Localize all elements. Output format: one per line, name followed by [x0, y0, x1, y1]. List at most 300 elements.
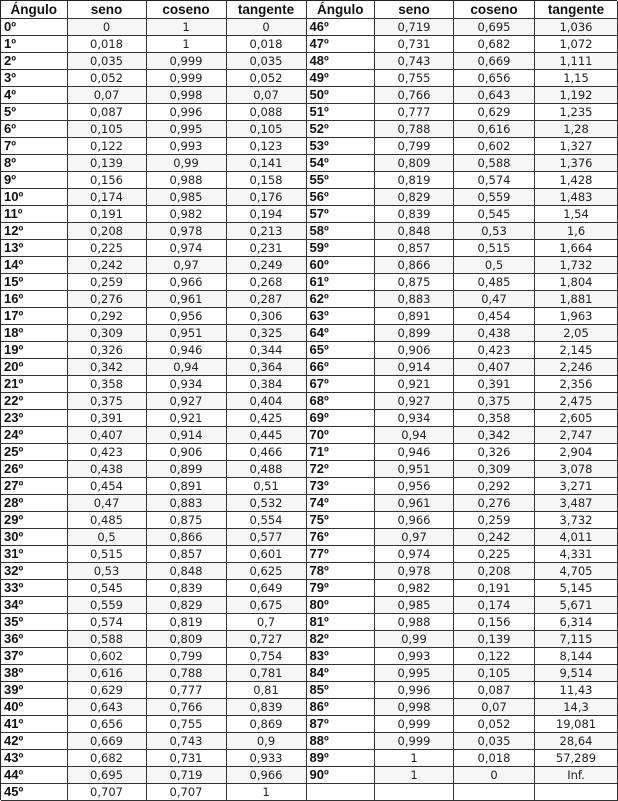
angle-cell: 33º — [1, 580, 67, 597]
sine-cell: 0,629 — [67, 682, 146, 699]
tangent-cell: 7,115 — [535, 631, 618, 648]
table-row — [1, 546, 306, 563]
cosine-cell: 0,515 — [454, 240, 535, 257]
table-row — [307, 529, 618, 546]
angle-cell: 49º — [307, 70, 375, 87]
tangent-cell: 1,804 — [535, 274, 618, 291]
sine-cell: 0,669 — [67, 733, 146, 750]
tangent-cell: 1,963 — [535, 308, 618, 325]
angle-cell: 58º — [307, 223, 375, 240]
tangent-cell: 1,192 — [535, 87, 618, 104]
table-row — [1, 376, 306, 393]
table-row — [1, 614, 306, 631]
tangent-cell: 1,376 — [535, 155, 618, 172]
sine-cell: 0,956 — [375, 478, 454, 495]
cosine-cell: 0,574 — [454, 172, 535, 189]
header-tangent: tangente — [226, 1, 306, 19]
angle-cell: 72º — [307, 461, 375, 478]
table-row — [1, 716, 306, 733]
tangent-cell: 0,966 — [226, 767, 306, 784]
cosine-cell: 0,191 — [454, 580, 535, 597]
sine-cell: 0,052 — [67, 70, 146, 87]
sine-cell: 0,602 — [67, 648, 146, 665]
tangent-cell: 1,881 — [535, 291, 618, 308]
cosine-cell: 0,934 — [146, 376, 226, 393]
tangent-cell: 9,514 — [535, 665, 618, 682]
tangent-cell: 0,601 — [226, 546, 306, 563]
table-row — [1, 257, 306, 274]
sine-cell: 0,485 — [67, 512, 146, 529]
angle-cell: 87º — [307, 716, 375, 733]
sine-cell: 0,982 — [375, 580, 454, 597]
sine-cell: 0,438 — [67, 461, 146, 478]
sine-cell: 0,087 — [67, 104, 146, 121]
sine-cell: 0,545 — [67, 580, 146, 597]
angle-cell: 16º — [1, 291, 67, 308]
trig-table-right — [307, 1, 618, 801]
angle-cell: 39º — [1, 682, 67, 699]
sine-cell: 0,809 — [375, 155, 454, 172]
angle-cell: 18º — [1, 325, 67, 342]
angle-cell: 81º — [307, 614, 375, 631]
tangent-cell: 0,625 — [226, 563, 306, 580]
angle-cell: 75º — [307, 512, 375, 529]
table-row — [1, 784, 306, 801]
cosine-cell: 0,407 — [454, 359, 535, 376]
angle-cell: 17º — [1, 308, 67, 325]
sine-cell: 0,375 — [67, 393, 146, 410]
angle-cell: 19º — [1, 342, 67, 359]
sine-cell: 0,914 — [375, 359, 454, 376]
cosine-cell: 0,946 — [146, 342, 226, 359]
sine-cell: 0,921 — [375, 376, 454, 393]
tangent-cell: 4,705 — [535, 563, 618, 580]
cosine-cell: 0,616 — [454, 121, 535, 138]
sine-cell: 0,927 — [375, 393, 454, 410]
angle-cell: 2º — [1, 53, 67, 70]
cosine-cell: 0,174 — [454, 597, 535, 614]
cosine-cell: 0,052 — [454, 716, 535, 733]
cosine-cell: 0,985 — [146, 189, 226, 206]
angle-cell: 14º — [1, 257, 67, 274]
table-row — [307, 784, 618, 801]
cosine-cell: 0,998 — [146, 87, 226, 104]
table-row — [307, 223, 618, 240]
cosine-cell: 0,375 — [454, 393, 535, 410]
cosine-cell: 0,259 — [454, 512, 535, 529]
cosine-cell: 0,993 — [146, 138, 226, 155]
table-row — [307, 597, 618, 614]
table-row — [307, 257, 618, 274]
sine-cell: 0,407 — [67, 427, 146, 444]
tangent-cell: 1,235 — [535, 104, 618, 121]
angle-cell: 8º — [1, 155, 67, 172]
sine-cell: 0,682 — [67, 750, 146, 767]
tangent-cell: 0,81 — [226, 682, 306, 699]
right-table-body — [307, 19, 618, 801]
table-row — [307, 342, 618, 359]
cosine-cell: 0,921 — [146, 410, 226, 427]
table-row — [1, 121, 306, 138]
tangent-cell: 0,384 — [226, 376, 306, 393]
tangent-cell: 3,487 — [535, 495, 618, 512]
angle-cell: 7º — [1, 138, 67, 155]
table-row — [1, 512, 306, 529]
sine-cell: 0,276 — [67, 291, 146, 308]
tangent-cell: 0,488 — [226, 461, 306, 478]
table-row — [307, 767, 618, 784]
sine-cell: 0,342 — [67, 359, 146, 376]
angle-cell: 22º — [1, 393, 67, 410]
header-tangent: tangente — [535, 1, 618, 19]
sine-cell: 0,996 — [375, 682, 454, 699]
tangent-cell: 0,933 — [226, 750, 306, 767]
cosine-cell: 0,629 — [454, 104, 535, 121]
angle-cell: 15º — [1, 274, 67, 291]
tangent-cell: 0,51 — [226, 478, 306, 495]
cosine-cell: 0,326 — [454, 444, 535, 461]
cosine-cell: 0,139 — [454, 631, 535, 648]
angle-cell: 38º — [1, 665, 67, 682]
cosine-cell: 0,951 — [146, 325, 226, 342]
angle-cell: 80º — [307, 597, 375, 614]
angle-cell: 51º — [307, 104, 375, 121]
angle-cell: 35º — [1, 614, 67, 631]
angle-cell: 63º — [307, 308, 375, 325]
tangent-cell: 0,425 — [226, 410, 306, 427]
table-row — [1, 563, 306, 580]
sine-cell: 0,799 — [375, 138, 454, 155]
angle-cell: 61º — [307, 274, 375, 291]
sine-cell: 0 — [67, 19, 146, 36]
tangent-cell: 3,271 — [535, 478, 618, 495]
angle-cell: 31º — [1, 546, 67, 563]
table-row — [1, 410, 306, 427]
tangent-cell: 0,649 — [226, 580, 306, 597]
cosine-cell: 0,766 — [146, 699, 226, 716]
sine-cell: 0,974 — [375, 546, 454, 563]
tangent-cell: 1,54 — [535, 206, 618, 223]
tangent-cell: 5,145 — [535, 580, 618, 597]
cosine-cell: 0,848 — [146, 563, 226, 580]
cosine-cell: 0,018 — [454, 750, 535, 767]
table-row — [307, 87, 618, 104]
sine-cell: 0,743 — [375, 53, 454, 70]
cosine-cell: 0,656 — [454, 70, 535, 87]
cosine-cell: 0,669 — [454, 53, 535, 70]
cosine-cell: 0,545 — [454, 206, 535, 223]
cosine-cell: 0,777 — [146, 682, 226, 699]
cosine-cell: 0,829 — [146, 597, 226, 614]
cosine-cell: 0,391 — [454, 376, 535, 393]
angle-cell: 85º — [307, 682, 375, 699]
table-row — [307, 376, 618, 393]
table-row — [1, 274, 306, 291]
tangent-cell: 8,144 — [535, 648, 618, 665]
angle-cell: 13º — [1, 240, 67, 257]
table-row — [307, 478, 618, 495]
tangent-cell: 0,194 — [226, 206, 306, 223]
tangent-cell: 0,445 — [226, 427, 306, 444]
angle-cell: 20º — [1, 359, 67, 376]
cosine-cell: 0,927 — [146, 393, 226, 410]
table-row — [307, 308, 618, 325]
sine-cell: 0,47 — [67, 495, 146, 512]
cosine-cell: 0,899 — [146, 461, 226, 478]
sine-cell: 0,588 — [67, 631, 146, 648]
tangent-cell: 2,475 — [535, 393, 618, 410]
table-row — [1, 342, 306, 359]
tangent-cell: 0,9 — [226, 733, 306, 750]
angle-cell: 50º — [307, 87, 375, 104]
sine-cell: 0,788 — [375, 121, 454, 138]
tangent-cell: 2,145 — [535, 342, 618, 359]
angle-cell: 27º — [1, 478, 67, 495]
cosine-cell: 0,788 — [146, 665, 226, 682]
angle-cell: 55º — [307, 172, 375, 189]
cosine-cell: 0,999 — [146, 70, 226, 87]
cosine-cell: 0,866 — [146, 529, 226, 546]
header-angle: Ángulo — [1, 1, 67, 19]
sine-cell: 0,731 — [375, 36, 454, 53]
cosine-cell: 0,47 — [454, 291, 535, 308]
angle-cell: 78º — [307, 563, 375, 580]
table-row — [1, 189, 306, 206]
table-row — [1, 70, 306, 87]
tangent-cell: 2,246 — [535, 359, 618, 376]
tangent-cell: 0,781 — [226, 665, 306, 682]
sine-cell: 0,358 — [67, 376, 146, 393]
tangent-cell: 0,105 — [226, 121, 306, 138]
cosine-cell: 0,588 — [454, 155, 535, 172]
cosine-cell: 0,891 — [146, 478, 226, 495]
cosine-cell: 1 — [146, 19, 226, 36]
cosine-cell: 0,695 — [454, 19, 535, 36]
angle-cell: 77º — [307, 546, 375, 563]
table-row — [307, 750, 618, 767]
sine-cell: 0,839 — [375, 206, 454, 223]
tangent-cell: 1,732 — [535, 257, 618, 274]
sine-cell: 0,934 — [375, 410, 454, 427]
tangent-cell: 0,052 — [226, 70, 306, 87]
tangent-cell: 3,732 — [535, 512, 618, 529]
table-row — [1, 206, 306, 223]
sine-cell: 0,966 — [375, 512, 454, 529]
table-row — [1, 427, 306, 444]
tangent-cell: 0,176 — [226, 189, 306, 206]
angle-cell: 34º — [1, 597, 67, 614]
table-row — [307, 240, 618, 257]
cosine-cell: 0,94 — [146, 359, 226, 376]
angle-cell: 24º — [1, 427, 67, 444]
cosine-cell: 0,799 — [146, 648, 226, 665]
tangent-cell: 2,605 — [535, 410, 618, 427]
table-row — [307, 512, 618, 529]
sine-cell: 0,719 — [375, 19, 454, 36]
tangent-cell: 0,268 — [226, 274, 306, 291]
table-row — [307, 410, 618, 427]
angle-cell: 66º — [307, 359, 375, 376]
cosine-cell: 0,122 — [454, 648, 535, 665]
table-row — [1, 325, 306, 342]
angle-cell: 23º — [1, 410, 67, 427]
table-row — [1, 580, 306, 597]
table-row — [1, 53, 306, 70]
cosine-cell: 0,602 — [454, 138, 535, 155]
table-row — [307, 359, 618, 376]
angle-cell: 52º — [307, 121, 375, 138]
table-row — [1, 240, 306, 257]
cosine-cell: 0,755 — [146, 716, 226, 733]
cosine-cell: 0,105 — [454, 665, 535, 682]
header-row — [1, 1, 306, 19]
table-row — [307, 427, 618, 444]
tangent-cell: 5,671 — [535, 597, 618, 614]
angle-cell: 59º — [307, 240, 375, 257]
trig-table-left — [1, 1, 307, 801]
sine-cell: 0,946 — [375, 444, 454, 461]
cosine-cell: 0,857 — [146, 546, 226, 563]
tangent-cell: 2,904 — [535, 444, 618, 461]
angle-cell: 60º — [307, 257, 375, 274]
table-row — [307, 648, 618, 665]
cosine-cell: 0,906 — [146, 444, 226, 461]
table-row — [307, 716, 618, 733]
angle-cell: 54º — [307, 155, 375, 172]
cosine-cell: 0,225 — [454, 546, 535, 563]
sine-cell: 0,423 — [67, 444, 146, 461]
tangent-cell: 0,869 — [226, 716, 306, 733]
cosine-cell: 0,809 — [146, 631, 226, 648]
table-row — [307, 495, 618, 512]
tangent-cell: 0,404 — [226, 393, 306, 410]
cosine-cell: 0,966 — [146, 274, 226, 291]
sine-cell: 0,883 — [375, 291, 454, 308]
cosine-cell: 0,643 — [454, 87, 535, 104]
sine-cell: 0,988 — [375, 614, 454, 631]
cosine-cell: 0,358 — [454, 410, 535, 427]
cosine-cell: 0,53 — [454, 223, 535, 240]
table-row — [1, 308, 306, 325]
table-row — [1, 223, 306, 240]
cosine-cell: 0,087 — [454, 682, 535, 699]
table-row — [1, 393, 306, 410]
tangent-cell: 0,018 — [226, 36, 306, 53]
angle-cell: 47º — [307, 36, 375, 53]
cosine-cell: 0,485 — [454, 274, 535, 291]
angle-cell: 69º — [307, 410, 375, 427]
angle-cell: 84º — [307, 665, 375, 682]
cosine-cell: 0,242 — [454, 529, 535, 546]
sine-cell: 0,94 — [375, 427, 454, 444]
table-row — [307, 580, 618, 597]
tangent-cell: 57,289 — [535, 750, 618, 767]
table-row — [307, 172, 618, 189]
angle-cell: 53º — [307, 138, 375, 155]
angle-cell: 28º — [1, 495, 67, 512]
header-sine: seno — [67, 1, 146, 19]
sine-cell: 0,156 — [67, 172, 146, 189]
cosine-cell: 0,914 — [146, 427, 226, 444]
angle-cell: 62º — [307, 291, 375, 308]
angle-cell: 26º — [1, 461, 67, 478]
tangent-cell: 1,072 — [535, 36, 618, 53]
tangent-cell: 0,088 — [226, 104, 306, 121]
sine-cell — [375, 784, 454, 801]
sine-cell: 0,191 — [67, 206, 146, 223]
cosine-cell: 0,559 — [454, 189, 535, 206]
sine-cell: 0,961 — [375, 495, 454, 512]
angle-cell: 86º — [307, 699, 375, 716]
sine-cell: 0,866 — [375, 257, 454, 274]
cosine-cell: 0,978 — [146, 223, 226, 240]
cosine-cell: 0,819 — [146, 614, 226, 631]
cosine-cell: 0,883 — [146, 495, 226, 512]
tangent-cell: 0,839 — [226, 699, 306, 716]
angle-cell: 70º — [307, 427, 375, 444]
cosine-cell: 0,743 — [146, 733, 226, 750]
table-row — [1, 529, 306, 546]
table-row — [307, 70, 618, 87]
table-row — [307, 682, 618, 699]
tangent-cell: 2,356 — [535, 376, 618, 393]
tangent-cell: 0,249 — [226, 257, 306, 274]
tangent-cell: 0,754 — [226, 648, 306, 665]
sine-cell: 0,906 — [375, 342, 454, 359]
sine-cell: 0,829 — [375, 189, 454, 206]
sine-cell: 0,777 — [375, 104, 454, 121]
angle-cell: 9º — [1, 172, 67, 189]
cosine-cell: 0,707 — [146, 784, 226, 801]
table-row — [307, 563, 618, 580]
tangent-cell: 0,577 — [226, 529, 306, 546]
cosine-cell: 0,682 — [454, 36, 535, 53]
sine-cell: 0,559 — [67, 597, 146, 614]
table-row — [307, 19, 618, 36]
tangent-cell: 0,344 — [226, 342, 306, 359]
tangent-cell: 1,327 — [535, 138, 618, 155]
sine-cell: 0,53 — [67, 563, 146, 580]
angle-cell: 57º — [307, 206, 375, 223]
tangent-cell: 0,325 — [226, 325, 306, 342]
tangent-cell: 0,035 — [226, 53, 306, 70]
tangent-cell: 0,7 — [226, 614, 306, 631]
angle-cell: 0º — [1, 19, 67, 36]
tangent-cell: 4,331 — [535, 546, 618, 563]
cosine-cell: 0,961 — [146, 291, 226, 308]
tangent-cell: 3,078 — [535, 461, 618, 478]
angle-cell: 40º — [1, 699, 67, 716]
sine-cell: 0,292 — [67, 308, 146, 325]
tangent-cell: 0,532 — [226, 495, 306, 512]
sine-cell: 0,656 — [67, 716, 146, 733]
angle-cell: 82º — [307, 631, 375, 648]
table-row — [1, 87, 306, 104]
sine-cell: 0,819 — [375, 172, 454, 189]
table-row — [307, 444, 618, 461]
angle-cell: 21º — [1, 376, 67, 393]
table-row — [307, 699, 618, 716]
cosine-cell: 0,342 — [454, 427, 535, 444]
tangent-cell: 0,123 — [226, 138, 306, 155]
table-row — [307, 631, 618, 648]
table-row — [1, 444, 306, 461]
cosine-cell: 0,995 — [146, 121, 226, 138]
sine-cell: 0,259 — [67, 274, 146, 291]
tangent-cell: 1,036 — [535, 19, 618, 36]
cosine-cell: 0,875 — [146, 512, 226, 529]
cosine-cell: 0,423 — [454, 342, 535, 359]
